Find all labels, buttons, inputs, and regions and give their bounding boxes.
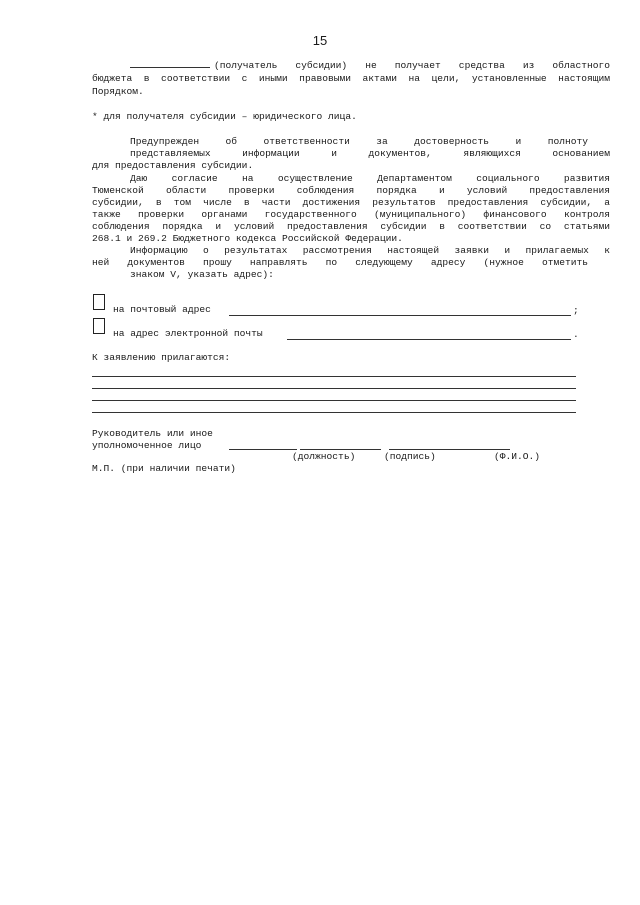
postal-address-end: ; xyxy=(573,305,579,316)
warning-line1: Предупрежден об ответственности за достоверность и полноту xyxy=(130,136,588,147)
warning-line3: для предоставления субсидии. xyxy=(92,160,254,171)
signature-caption: (подпись) xyxy=(384,451,436,462)
para1-line1: (получатель субсидии) не получает средства из областного xyxy=(214,60,610,71)
email-address-checkbox[interactable] xyxy=(93,318,105,334)
warning-line2: представляемых информации и документов, являющихся основанием xyxy=(130,148,610,159)
recipient-blank-line[interactable] xyxy=(130,67,210,68)
consent-line2: Тюменской области проверки соблюдения порядка и условий предоставления xyxy=(92,185,610,196)
consent-line5: соблюдения порядка и условий предоставления субсидии в соответствии со статьями xyxy=(92,221,610,232)
info-line1: Информацию о результатах рассмотрения настоящей заявки и прилагаемых к xyxy=(130,245,610,256)
footnote: * для получателя субсидии – юридического лица. xyxy=(92,111,357,122)
stamp-note: М.П. (при наличии печати) xyxy=(92,463,236,474)
para1-line3: Порядком. xyxy=(92,86,144,97)
position-field[interactable] xyxy=(229,449,297,450)
attachments-line-1[interactable] xyxy=(92,376,576,377)
consent-line4: также проверки органами государственного (муниципального) финансового контроля xyxy=(92,209,610,220)
position-caption: (должность) xyxy=(292,451,356,462)
attachments-line-2[interactable] xyxy=(92,388,576,389)
consent-line6: 268.1 и 269.2 Бюджетного кодекса Российской Федерации. xyxy=(92,233,403,244)
signatory-line2: уполномоченное лицо xyxy=(92,440,202,451)
page-number: 15 xyxy=(312,33,328,48)
signatory-line1: Руководитель или иное xyxy=(92,428,213,439)
full-name-field[interactable] xyxy=(389,449,510,450)
postal-address-field[interactable] xyxy=(229,315,571,316)
postal-address-label: на почтовый адрес xyxy=(113,304,211,315)
postal-address-checkbox[interactable] xyxy=(93,294,105,310)
attachments-line-3[interactable] xyxy=(92,400,576,401)
para1-line2: бюджета в соответствии с иными правовыми актами на цели, установленные настоящим xyxy=(92,73,610,84)
consent-line3: субсидии, в том числе в части достижения результатов предоставления субсидии, а xyxy=(92,197,610,208)
email-address-end: . xyxy=(573,329,579,340)
email-address-field[interactable] xyxy=(287,339,571,340)
consent-line1: Даю согласие на осуществление Департаментом социального развития xyxy=(130,173,610,184)
info-line3: знаком V, указать адрес): xyxy=(130,269,274,280)
info-line2: ней документов прошу направлять по следующему адресу (нужное отметить xyxy=(92,257,588,268)
attachments-label: К заявлению прилагаются: xyxy=(92,352,231,363)
email-address-label: на адрес электронной почты xyxy=(113,328,263,339)
signature-field[interactable] xyxy=(300,449,381,450)
name-caption: (Ф.И.О.) xyxy=(494,451,541,462)
attachments-line-4[interactable] xyxy=(92,412,576,413)
